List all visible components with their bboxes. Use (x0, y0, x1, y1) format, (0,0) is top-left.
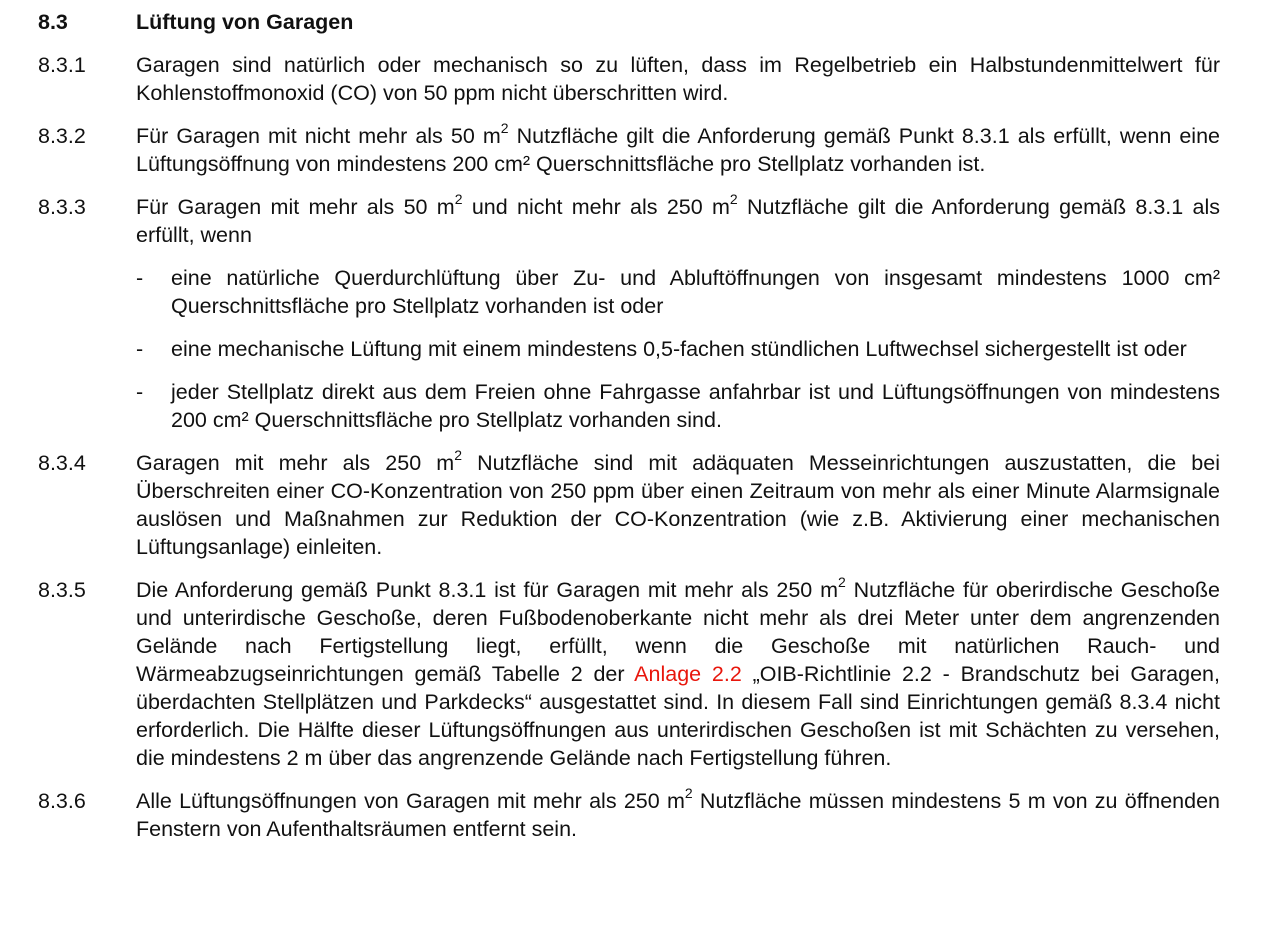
bullet-dash: - (136, 380, 144, 404)
list-item (136, 335, 1220, 363)
clause-number: 8.3.1 (38, 53, 86, 77)
clause-number: 8.3.5 (38, 578, 86, 602)
clause-text (136, 190, 1220, 249)
clause-8-3-1 (0, 51, 1280, 107)
clause-text (136, 446, 1220, 561)
text-part: Nutzfläche für oberirdische Geschoße und unterirdische Geschoße, deren Fußbodenoberkante nicht mehr als drei Meter unter dem angrenzenden Gelände nach Fertigstellung liegt, erfüllt, wenn die Geschoße mit natürlichen Rauch- und Wärmeabzugseinrichtungen gemäß Tabelle 2 der (136, 578, 1220, 686)
clause-body (136, 190, 1220, 434)
text-part: Nutzfläche müssen mindestens 5 m von zu öffnenden Fenstern von Aufenthaltsräumen entfernt sein. (136, 789, 1221, 841)
superscript: 2 (837, 573, 846, 590)
list-item-text: jeder Stellplatz direkt aus dem Freien ohne Fahrgasse anfahrbar ist und Lüftungsöffnungen von mindestens 200 cm² Querschnittsfläche pro Stellplatz vorhanden sind. (171, 380, 1220, 432)
section-number: 8.3 (38, 10, 68, 34)
list-item-text: eine natürliche Querdurchlüftung über Zu- und Abluftöffnungen von insgesamt mindestens 1000 cm² Querschnittsfläche pro Stellplatz vorhanden ist oder (171, 266, 1220, 318)
text-part: Die Anforderung gemäß Punkt 8.3.1 ist für Garagen mit mehr als 250 m (136, 578, 838, 602)
clause-text: Garagen sind natürlich oder mechanisch so zu lüften, dass im Regelbetrieb ein Halbstundenmittelwert für Kohlenstoffmonoxid (CO) von 50 ppm nicht überschritten wird. (136, 53, 1220, 105)
list-item (136, 264, 1220, 320)
text-part: Alle Lüftungsöffnungen von Garagen mit mehr als 250 m (136, 789, 685, 813)
clause-text (136, 119, 1220, 178)
clause-number: 8.3.6 (38, 789, 86, 813)
superscript: 2 (454, 190, 463, 207)
section-heading (0, 8, 1280, 36)
clause-8-3-6 (0, 784, 1280, 843)
clause-8-3-5 (0, 573, 1280, 772)
clause-8-3-3 (0, 190, 1280, 434)
section-title: Lüftung von Garagen (136, 10, 354, 34)
list-item (136, 378, 1220, 434)
superscript: 2 (454, 446, 462, 463)
clause-text (136, 573, 1220, 772)
text-part: Für Garagen mit nicht mehr als 50 m (136, 124, 501, 148)
text-part: „OIB-Richtlinie 2.2 - Brandschutz bei Garagen, überdachten Stellplätzen und Parkdecks“ ausgestattet sind. In diesem Fall sind Einrichtungen gemäß 8.3.4 nicht erforderlich. Die Hälfte dieser Lüftungsöffnungen aus unterirdischen Geschoßen ist mit Schächten zu versehen, die mindestens 2 m über das angrenzende Gelände nach Fertigstellung führen. (136, 662, 1220, 770)
superscript: 2 (500, 119, 509, 136)
text-part: Garagen mit mehr als 250 m (136, 451, 455, 475)
bullet-dash: - (136, 337, 144, 361)
text-part: und nicht mehr als 250 m (462, 195, 730, 219)
clause-number: 8.3.4 (38, 451, 86, 475)
superscript: 2 (729, 190, 738, 207)
clause-8-3-4 (0, 446, 1280, 561)
bullet-dash: - (136, 266, 144, 290)
superscript: 2 (684, 784, 693, 801)
clause-text (136, 784, 1221, 843)
text-part: Nutzfläche gilt die Anforderung gemäß Punkt 8.3.1 als erfüllt, wenn eine Lüftungsöffnung von mindestens 200 cm² Querschnittsfläche pro Stellplatz vorhanden ist. (136, 124, 1220, 176)
clause-number: 8.3.2 (38, 124, 86, 148)
text-part: Nutzfläche sind mit adäquaten Messeinrichtungen auszustatten, die bei Überschreiten einer CO-Konzentration von 250 ppm über einen Zeitraum von mehr als einer Minute Alarmsignale auslösen und Maßnahmen zur Reduktion der CO-Konzentration (wie z.B. Aktivierung einer mechanischen Lüftungsanlage) einleiten. (136, 451, 1220, 559)
list-item-text: eine mechanische Lüftung mit einem mindestens 0,5-fachen stündlichen Luftwechsel sichergestellt ist oder (171, 337, 1187, 361)
clause-number: 8.3.3 (38, 195, 86, 219)
text-part: Nutzfläche gilt die Anforderung gemäß 8.3.1 als erfüllt, wenn (136, 195, 1220, 247)
anlage-link[interactable]: Anlage 2.2 (634, 662, 742, 686)
clause-8-3-2 (0, 119, 1280, 178)
text-part: Für Garagen mit mehr als 50 m (136, 195, 455, 219)
